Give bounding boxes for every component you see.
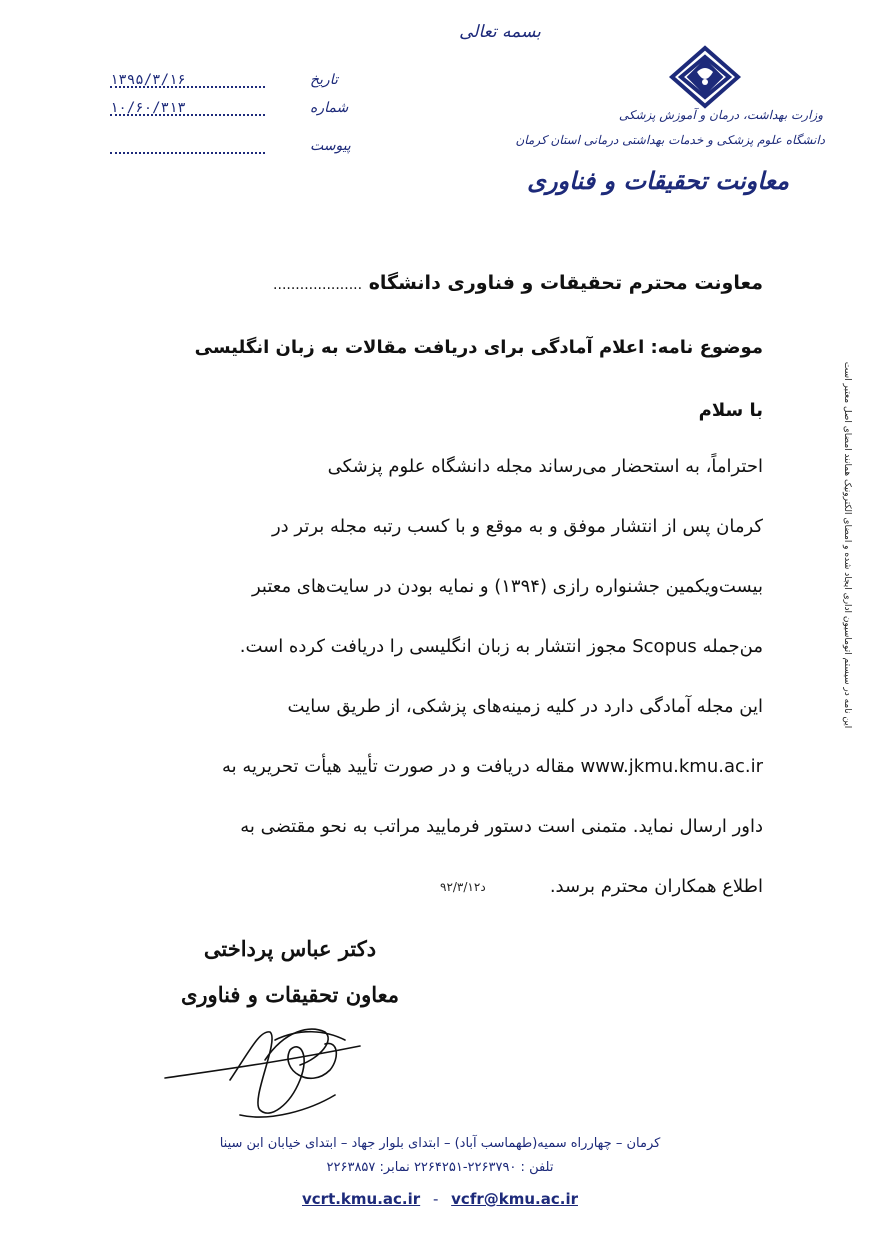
org-department: معاونت تحقیقات و فناوری <box>527 166 789 195</box>
meta-number-value: ۱۰/۶۰/۳۱۳ <box>110 100 186 116</box>
body-line-5: این مجله آمادگی دارد در کلیه زمینه‌های پزشکی، از طریق سایت <box>287 696 763 717</box>
meta-number-label: شماره <box>310 100 349 116</box>
org-ministry: وزارت بهداشت، درمان و آموزش پزشکی <box>618 108 823 122</box>
body-line-3: بیست‌ویکمین جشنواره رازی (۱۳۹۴) و نمایه بودن در سایت‌های معتبر <box>251 576 763 597</box>
signer-name: دکتر عباس پرداختی <box>203 936 377 961</box>
meta-number-dots <box>110 114 265 116</box>
meta-date-dots <box>110 86 265 88</box>
signer-title: معاون تحقیقات و فناوری <box>180 982 400 1007</box>
footer-address: کرمان – چهارراه سمیه(طهماسب آباد) – ابتدای بلوار جهاد – ابتدای خیابان ابن سینا <box>219 1136 661 1151</box>
org-university: دانشگاه علوم پزشکی و خدمات بهداشتی درمانی استان کرمان <box>515 133 825 147</box>
university-logo <box>668 45 742 109</box>
subject: موضوع نامه: اعلام آمادگی برای دریافت مقالات به زبان انگلیسی <box>194 337 763 358</box>
footer-separator: - <box>432 1190 439 1208</box>
meta-attachment <box>110 138 370 162</box>
recipient-dots: .................... <box>273 277 363 293</box>
reference-note: د۹۲/۳/۱۲ <box>440 880 486 894</box>
body-line-6: www.jkmu.kmu.ac.ir مقاله دریافت و در صورت تأیید هیأت تحریریه به <box>222 756 763 777</box>
meta-date <box>110 72 370 96</box>
footer-phones: تلفن : ۲۲۶۳۷۹۰-۲۲۶۴۲۵۱ نمابر: ۲۲۶۳۸۵۷ <box>326 1160 554 1175</box>
meta-number <box>110 100 370 124</box>
meta-date-value: ۱۳۹۵/۳/۱۶ <box>110 72 186 88</box>
recipient: معاونت محترم تحقیقات و فناوری دانشگاه <box>368 272 763 294</box>
meta-attachment-dots <box>110 152 265 154</box>
body-line-4: من‌جمله Scopus مجوز انتشار به زبان انگلیسی را دریافت کرده است. <box>239 636 763 657</box>
website-link[interactable]: vcrt.kmu.ac.ir <box>302 1190 421 1208</box>
meta-date-label: تاریخ <box>310 72 338 88</box>
email-link[interactable]: vcfr@kmu.ac.ir <box>451 1190 578 1208</box>
body-line-8: اطلاع همکاران محترم برسد. <box>549 876 763 897</box>
footer-links <box>250 1190 630 1208</box>
margin-note <box>838 360 854 730</box>
body-line-1: احتراماً، به استحضار می‌رساند مجله دانشگاه علوم پزشکی <box>327 456 763 477</box>
greeting: با سلام <box>698 400 763 421</box>
margin-note-text: این نامه در سیستم اتوماسیون اداری ایجاد شده و امضای الکترونیک همانند امضای اصل معتبر است <box>842 361 852 729</box>
handwritten-signature <box>160 1010 400 1130</box>
meta-attachment-label: پیوست <box>310 138 351 154</box>
basmala: بسمه تعالی <box>459 22 541 42</box>
body-line-2: کرمان پس از انتشار موفق و به موقع و با کسب رتبه مجله برتر در <box>271 516 763 537</box>
body-line-7: داور ارسال نماید. متمنی است دستور فرمایید مراتب به نحو مقتضی به <box>240 816 763 837</box>
recipient-line <box>273 272 763 294</box>
